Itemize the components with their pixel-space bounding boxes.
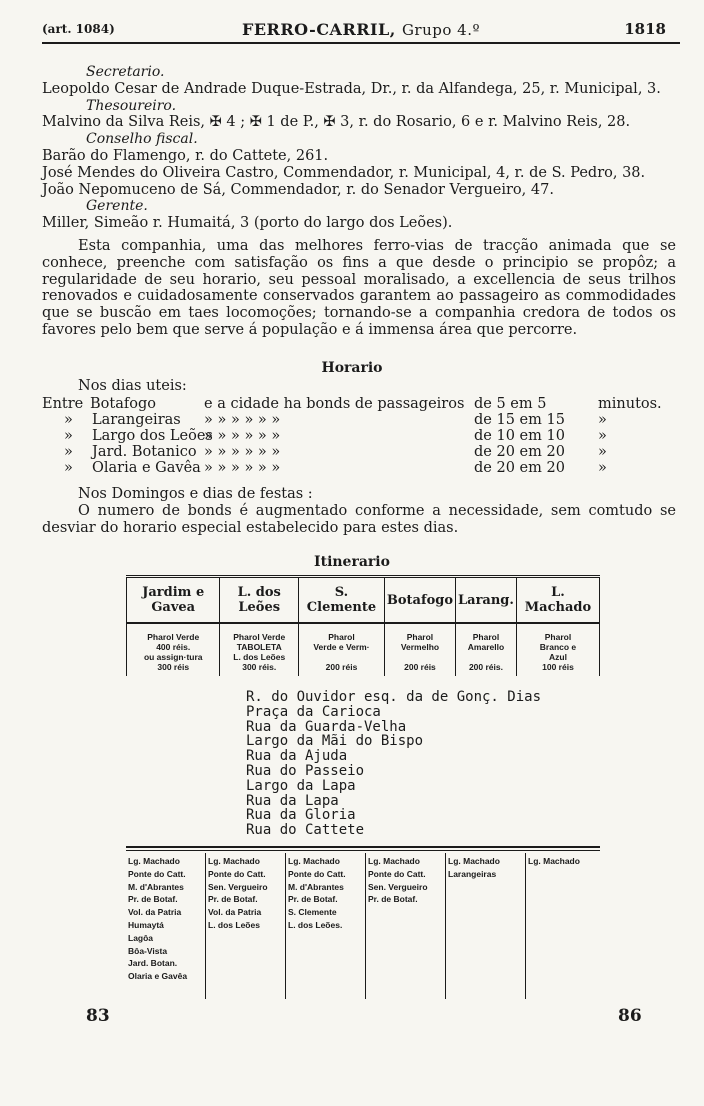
branch-stop: L. dos Leões: [208, 919, 260, 930]
fare-line: Pharol Verde: [147, 632, 200, 642]
officer-entry: Malvino da Silva Reis, ✠ 4 ; ✠ 1 de P., ✠ 3, r. do Rosario, 6 e r. Malvino Reis, 28.: [42, 114, 631, 131]
branch-stop: Lg. Machado: [368, 856, 420, 866]
itinerary-table: [126, 575, 600, 676]
route-street: Rua da Gloria: [246, 807, 356, 824]
schedule-place: Jard. Botanico: [92, 444, 197, 460]
branch-stop: Lg. Machado: [528, 856, 580, 866]
officer-role: Gerente.: [86, 198, 148, 215]
schedule-interval: de 20 em 20: [474, 460, 565, 476]
route-street: R. do Ouvidor esq. da de Gonç. Dias: [246, 689, 542, 705]
branch-column: [526, 853, 606, 999]
schedule-prefix: »: [64, 444, 73, 460]
schedule-row: [42, 428, 682, 444]
branch-column: [206, 853, 286, 999]
section-title: FERRO-CARRIL,: [242, 20, 396, 39]
schedule-interval: de 10 em 10: [474, 428, 565, 444]
route-street: Rua do Passeio: [246, 762, 365, 779]
schedule-interval: de 5 em 5: [474, 396, 547, 412]
itinerary-column-header: Botafogo: [384, 577, 455, 624]
branch-stop: Pr. de Botaf.: [128, 894, 178, 905]
route-street: Praça da Carioca: [246, 703, 381, 720]
route-street: Rua da Lapa: [246, 792, 339, 809]
officer-entry: João Nepomuceno de Sá, Commendador, r. do Senador Vergueiro, 47.: [42, 181, 554, 198]
schedule-unit: »: [598, 412, 607, 428]
branch-stop: Lg. Machado: [128, 856, 180, 866]
branch-stop: Pr. de Botaf.: [288, 894, 338, 905]
fare-line: Pharol: [544, 632, 572, 642]
officer-role: Secretario.: [86, 64, 165, 80]
fare-line: L. dos Leões: [233, 652, 286, 662]
fare-line: Pharol: [328, 632, 355, 642]
branch-stop: Pr. de Botaf.: [208, 894, 258, 905]
branch-column: [446, 853, 526, 999]
branch-stop: M. d'Abrantes: [128, 881, 184, 892]
fare-line: Pharol: [406, 632, 434, 642]
branch-stop: Sen. Vergueiro: [208, 881, 268, 892]
schedule-row: [42, 444, 682, 460]
itinerary-column-header: L. Machado: [516, 577, 599, 624]
branch-stop: L. dos Leões.: [288, 919, 343, 930]
route-street: Rua do Cattete: [246, 822, 365, 839]
route-street: Largo da Mãi do Bispo: [246, 733, 424, 750]
branch-stop: M. d'Abrantes: [288, 881, 344, 892]
company-description: [42, 238, 676, 339]
branch-stop: Pr. de Botaf.: [368, 894, 418, 905]
sunday-notes: [42, 486, 676, 536]
schedule-description: » » » » » »: [204, 428, 281, 444]
branch-column: [366, 853, 446, 999]
fare-line: 400 réis.: [156, 642, 191, 652]
fare-line: 300 réis.: [242, 662, 277, 672]
fare-line: [387, 652, 453, 662]
officers-list: [42, 64, 682, 232]
schedule-row: [42, 396, 682, 412]
schedule-unit: minutos.: [598, 396, 662, 412]
officer-entry: José Mendes do Oliveira Castro, Commendador, r. Municipal, 4, r. de S. Pedro, 38.: [42, 164, 646, 181]
itinerary-fare-cell: [220, 623, 299, 676]
page-number: 1818: [624, 20, 666, 38]
schedule-description: » » » » » »: [204, 460, 281, 476]
branch-stop: S. Clemente: [288, 907, 337, 918]
officer-role: Conselho fiscal.: [86, 131, 198, 148]
schedule-place: Largo dos Leões: [92, 428, 213, 444]
running-title: [242, 20, 480, 39]
schedule-description: e a cidade ha bonds de passageiros: [204, 396, 465, 412]
itinerary-fare-cell: [299, 623, 385, 676]
branch-stop: Vol. da Patria: [208, 907, 262, 918]
schedule-description: » » » » » »: [204, 444, 281, 460]
schedule-table: [42, 378, 682, 476]
schedule-unit: »: [598, 428, 607, 444]
description-text: Esta companhia, uma das melhores ferro-vias de tracção animada que se conhece, preenche com satisfação os fins a que desde o principio se propôz; a regularidade de seu horario, seu pessoal moralisado, a excellencia de seus trilhos renovados e cuidadosamente conservados garantem ao passageiro as commodidades que se buscão em taes locomoções; tornando-se a companhia credora de todos os favores pelo bem que serve á população e á immensa área que percorre.: [42, 238, 676, 338]
route-street: Largo da Lapa: [246, 777, 356, 794]
fare-line: 200 réis: [404, 662, 436, 672]
branch-stops: [126, 853, 606, 999]
footer-right-number: 86: [618, 1006, 642, 1026]
branch-column: [126, 853, 206, 999]
schedule-place: Larangeiras: [92, 412, 181, 428]
branch-column: [286, 853, 366, 999]
schedule-place: Botafogo: [90, 396, 156, 412]
horario-title: Horario: [321, 360, 383, 376]
schedule-row: [42, 460, 682, 476]
route-street: Rua da Ajuda: [246, 748, 348, 765]
schedule-place: Olaria e Gavêa: [92, 460, 201, 476]
itinerary-column-header: Jardim e Gavea: [127, 577, 220, 624]
group-label: Grupo 4.º: [401, 21, 481, 39]
branch-stop: Lg. Machado: [448, 856, 500, 866]
itinerary-fare-cell: [516, 623, 599, 676]
branch-divider: [126, 846, 600, 851]
officer-entry: Barão do Flamengo, r. do Cattete, 261.: [42, 147, 329, 164]
fare-line: 300 réis: [157, 662, 190, 672]
common-route: [246, 690, 541, 838]
branch-stop: Sen. Vergueiro: [368, 881, 428, 892]
fare-line: Azul: [548, 652, 567, 662]
itinerary-fare-cell: [384, 623, 455, 676]
itinerary-column-header: S. Clemente: [299, 577, 385, 624]
fare-line: [301, 652, 382, 662]
fare-line: Pharol Verde: [233, 632, 286, 642]
officer-entry: Leopoldo Cesar de Andrade Duque-Estrada, Dr., r. da Alfandega, 25, r. Municipal, 3.: [42, 80, 661, 97]
sundays-note: O numero de bonds é augmentado conforme a necessidade, sem comtudo se desviar do horario especial estabelecido para estes dias.: [42, 502, 676, 536]
route-street: Rua da Guarda-Velha: [246, 718, 407, 735]
fare-line: ou assign·tura: [143, 652, 203, 662]
branch-stop: Ponte do Catt.: [368, 868, 426, 879]
branch-stop: Lagôa: [128, 932, 154, 943]
schedule-description: » » » » » »: [204, 412, 281, 428]
fare-line: Verde e Verm·: [313, 642, 370, 652]
header-rule: [42, 42, 680, 44]
fare-line: Pharol: [472, 632, 500, 642]
branch-stop: Jard. Botan.: [128, 958, 178, 969]
fare-line: 200 réis.: [468, 662, 503, 672]
officer-role: Thesoureiro.: [86, 97, 177, 114]
itinerario-title: Itinerario: [314, 554, 390, 570]
page-header: [42, 18, 686, 44]
fare-line: Vermelho: [400, 642, 440, 652]
schedule-prefix: Entre: [42, 396, 84, 412]
fare-line: 100 réis: [542, 662, 574, 672]
schedule-prefix: »: [64, 428, 73, 444]
branch-stop: Olaria e Gavêa: [128, 971, 188, 982]
itinerary-fare-cell: [456, 623, 517, 676]
sundays-label: Nos Domingos e dias de festas :: [78, 486, 313, 502]
branch-stop: Ponte do Catt.: [128, 868, 186, 879]
fare-line: Branco e: [539, 642, 577, 652]
schedule-interval: de 15 em 15: [474, 412, 565, 428]
branch-stop: Ponte do Catt.: [208, 868, 266, 879]
branch-stop: Ponte do Catt.: [288, 868, 346, 879]
schedule-unit: »: [598, 460, 607, 476]
fare-line: [458, 652, 514, 662]
schedule-prefix: »: [64, 412, 73, 428]
fare-line: TABOLETA: [236, 642, 282, 652]
officer-entry: Miller, Simeão r. Humaitá, 3 (porto do largo dos Leões).: [42, 215, 453, 232]
footer-left-number: 83: [86, 1006, 110, 1026]
branch-stop: Larangeiras: [448, 868, 497, 879]
itinerary-column-header: L. dos Leões: [220, 577, 299, 624]
branch-stop: Lg. Machado: [288, 856, 340, 866]
fare-line: Amarello: [467, 642, 505, 652]
schedule-prefix: »: [64, 460, 73, 476]
weekdays-label: Nos dias uteis:: [78, 378, 187, 394]
schedule-unit: »: [598, 444, 607, 460]
fare-line: 200 réis: [325, 662, 358, 672]
itinerary-fare-cell: [127, 623, 220, 676]
branch-stop: Lg. Machado: [208, 856, 260, 866]
itinerary-column-header: Larang.: [456, 577, 517, 624]
branch-stop: Humaytá: [128, 919, 164, 930]
branch-stop: Bôa-Vista: [128, 945, 168, 956]
branch-stop: Vol. da Patria: [128, 907, 182, 918]
article-reference: (art. 1084): [42, 22, 115, 36]
schedule-row: [42, 412, 682, 428]
schedule-interval: de 20 em 20: [474, 444, 565, 460]
